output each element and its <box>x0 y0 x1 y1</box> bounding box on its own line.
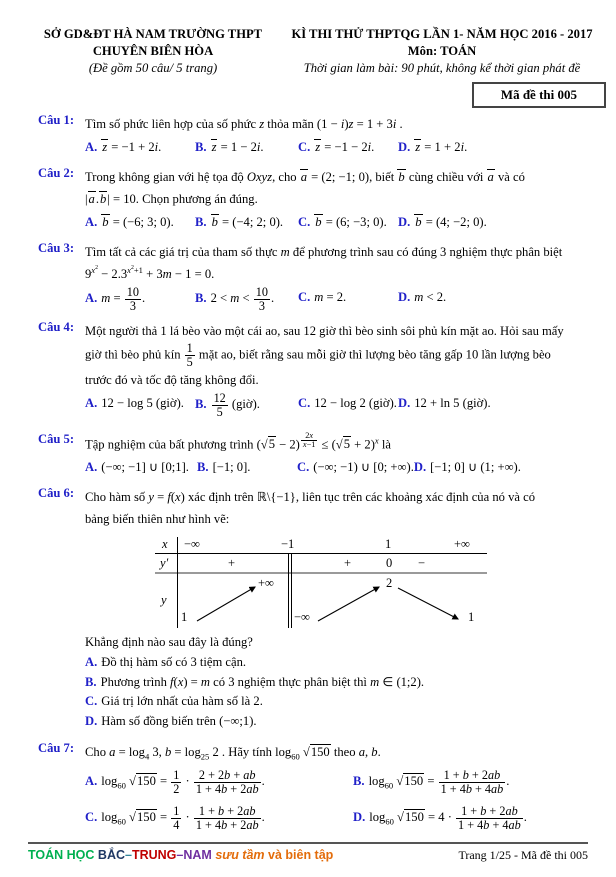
option-d <box>398 286 616 313</box>
arrow-up-icon <box>197 587 255 621</box>
option-a-text: m = $\frac{10}{3}$ . <box>101 285 146 313</box>
option-a-text: $\log_{60} √150$ = $\frac{1}{2}$ · $\frac{2 + 2b + ab}{1 + 4b + 2ab}$ . <box>101 767 265 796</box>
option-b-text: $\frac{12}{5}$ (giờ). <box>213 390 260 419</box>
option-b <box>353 765 616 798</box>
option-b-text: [−1; 0]. <box>212 460 251 475</box>
option-b-letter: B. <box>195 140 207 154</box>
question-7-label: Câu 7: <box>38 741 75 756</box>
y-limit-right: −∞ <box>294 610 310 625</box>
exam-title: KÌ THI THỬ THPTQG LẦN 1- NĂM HỌC 2016 - 2017 <box>291 27 593 41</box>
option-d-text: m < 2. <box>414 290 447 304</box>
option-d <box>414 456 616 479</box>
option-c-text: 12 − log 2 (giờ). <box>314 395 397 410</box>
option-d-letter: D. <box>398 140 411 154</box>
question-1-body <box>85 113 616 159</box>
footer <box>28 848 588 863</box>
option-a-text: (−∞; −1] ∪ [0;1]. <box>101 460 189 475</box>
option-a <box>85 286 195 313</box>
option-b-letter: B. <box>195 215 207 229</box>
option-a <box>85 653 616 673</box>
sign-plus-1: + <box>228 556 236 571</box>
option-b-text: $\log_{60} √150$ = $\frac{1 + b + 2ab}{1 + 4b + 4ab}$ . <box>368 767 510 796</box>
question-6-body <box>85 486 616 731</box>
question-3-label: Câu 3: <box>38 241 75 255</box>
question-4 <box>0 320 616 419</box>
question-5-label: Câu 5: <box>38 431 75 446</box>
option-c-letter: C. <box>85 810 98 825</box>
option-b-text: z = 1 − 2i. <box>211 140 264 154</box>
y-start-value: 1 <box>181 610 188 625</box>
exam-subject: Môn: TOÁN <box>407 44 477 58</box>
sign-plus-2: + <box>344 556 352 571</box>
option-a <box>85 392 195 419</box>
option-c <box>298 286 398 313</box>
question-5-options <box>85 456 616 479</box>
option-d <box>353 801 616 834</box>
x-value-minus1: −1 <box>281 537 295 552</box>
option-a-text: z = −1 + 2i. <box>102 140 162 154</box>
question-4-text-2: giờ thì bèo phủ kín $\frac{1}{5}$ mặt ao, biết rằng sau mỗi giờ thì lượng bèo tăng gấp 10 lần lượng bèo <box>85 340 551 369</box>
brand-dash: – <box>125 848 132 862</box>
department-name: SỞ GD&ĐT HÀ NAM TRƯỜNG THPT <box>43 27 263 41</box>
question-2-options <box>85 211 616 234</box>
exam-code-box: Mã đề thi 005 <box>472 82 606 108</box>
option-a <box>85 211 195 234</box>
option-b <box>195 136 298 159</box>
question-3 <box>0 241 616 313</box>
option-d-text: $\log_{60} √150 = 4$ · $\frac{1 + b + 2ab}{1 + 4b + 4ab}$ . <box>369 803 527 832</box>
option-d-letter: D. <box>413 460 427 475</box>
exam-code-row <box>0 82 616 108</box>
option-c <box>298 392 398 419</box>
question-5-body <box>85 432 616 479</box>
option-d-letter: D. <box>398 290 411 304</box>
footer-divider <box>28 842 588 844</box>
option-c-text: $\log_{60} √150$ = $\frac{1}{4}$ · $\frac{1 + b + 2ab}{1 + 4b + 2ab}$ . <box>101 803 265 832</box>
option-a <box>85 765 353 798</box>
option-d-text: [−1; 0] ∪ (1; +∞). <box>430 460 521 475</box>
option-c <box>297 456 414 479</box>
option-b-letter: B. <box>195 291 207 306</box>
option-b-letter: B. <box>195 397 207 412</box>
question-2-text-2: |a.b| = 10. Chọn phương án đúng. <box>85 192 258 206</box>
question-5-text: Tập nghiệm của bất phương trình (√5 − 2) $^{\frac{2x}{x-1}}$ ≤ $(√5 + 2)^x$ là <box>85 430 391 452</box>
question-4-text-3: trước đó và tốc độ tăng không đổi. <box>85 372 259 387</box>
question-3-body <box>85 241 616 313</box>
y-limit-left: +∞ <box>258 576 274 591</box>
var-x: x <box>162 537 168 552</box>
brand-suu-tam: sưu tầm <box>211 848 265 862</box>
question-7-text: Cho $a = \log_4 3$, $b = \log_{25} 2$ . Hãy tính $\log_{60} √150$ theo a, b. <box>85 745 381 762</box>
option-d-letter: D. <box>398 215 411 229</box>
option-d <box>85 712 616 732</box>
option-d <box>398 136 616 159</box>
option-b <box>195 286 298 313</box>
option-c-text: b = (6; −3; 0). <box>315 215 387 229</box>
question-4-label: Câu 4: <box>38 319 75 334</box>
option-a <box>85 456 197 479</box>
option-a-text: Đồ thị hàm số có 3 tiệm cận. <box>101 655 247 670</box>
question-1-text: Tìm số phức liên hợp của số phức z thỏa mãn (1 − i)z = 1 + 3i . <box>85 117 403 131</box>
question-4-options <box>85 392 616 419</box>
option-a-letter: A. <box>85 774 98 789</box>
option-d-text: z = 1 + 2i. <box>415 140 468 154</box>
variation-arrows <box>155 572 487 628</box>
school-block <box>28 26 278 77</box>
option-a-letter: A. <box>85 395 98 410</box>
option-b-letter: B. <box>85 674 97 689</box>
option-d-text: 12 + ln 5 (giờ). <box>414 395 491 410</box>
option-d <box>398 211 616 234</box>
exam-header <box>0 0 616 77</box>
option-a-text: 12 − log 5 (giờ). <box>101 395 184 410</box>
x-value-1: 1 <box>385 537 392 552</box>
question-5 <box>0 432 616 479</box>
question-2-text-1: Trong không gian với hệ tọa độ Oxyz, cho a = (2; −1; 0), biết b cùng chiều với a và có <box>85 170 525 184</box>
option-b-text: Phương trình f(x) = m có 3 nghiệm thực phân biệt thì m ∈ (1;2). <box>100 674 425 689</box>
option-c <box>85 801 353 834</box>
question-6-text-1: Cho hàm số y = f(x) xác định trên ℝ\{−1}, liên tục trên các khoảng xác định của nó và có <box>85 490 536 505</box>
page-number-info: Trang 1/25 - Mã đề thi 005 <box>458 848 588 862</box>
option-b <box>197 456 297 479</box>
y-end-value: 1 <box>468 610 475 625</box>
sign-zero: 0 <box>386 556 393 571</box>
question-6-stem2: Khẳng định nào sau đây là đúng? <box>85 635 253 650</box>
option-c-text: (−∞; −1) ∪ [0; +∞). <box>313 460 414 475</box>
arrow-down-icon <box>398 588 458 619</box>
arrow-up-icon <box>318 587 379 621</box>
option-b <box>195 392 298 419</box>
option-d-letter: D. <box>85 713 98 728</box>
variation-table <box>155 535 487 628</box>
sign-minus: − <box>418 556 426 571</box>
option-a-letter: A. <box>85 291 98 306</box>
option-b-text: 2 < m < $\frac{10}{3}$ . <box>210 285 275 313</box>
question-4-body <box>85 320 616 419</box>
option-a-letter: A. <box>85 215 98 229</box>
option-d-letter: D. <box>398 395 411 410</box>
question-7 <box>0 741 616 834</box>
option-c-letter: C. <box>298 290 311 304</box>
x-value-pos-inf: +∞ <box>454 537 470 552</box>
table-line-under-x <box>155 553 487 554</box>
question-7-options <box>85 765 616 834</box>
question-7-body <box>85 741 616 834</box>
exam-pages-note: (Đề gồm 50 câu/ 5 trang) <box>88 61 218 75</box>
option-c-text: Giá trị lớn nhất của hàm số là 2. <box>101 694 263 709</box>
option-c-letter: C. <box>298 215 311 229</box>
option-a <box>85 136 195 159</box>
question-3-equation: $9^{x^2} - 2.3^{x^2+1} + 3m - 1 = 0$. <box>85 264 215 281</box>
option-c <box>298 211 398 234</box>
exam-duration: Thời gian làm bài: 90 phút, không kể thời gian phát đề <box>303 61 581 75</box>
option-d <box>398 392 616 419</box>
brand-va-bien-tap: và biên tập <box>264 848 334 862</box>
x-value-neg-inf: −∞ <box>184 537 200 552</box>
question-4-text-1: Một người thả 1 lá bèo vào một cái ao, sau 12 giờ thì bèo sinh sôi phủ kín mặt ao. Hỏi sau mấy <box>85 323 564 338</box>
option-b-text: b = (−4; 2; 0). <box>211 215 284 229</box>
question-3-options <box>85 286 616 313</box>
option-d-text: b = (4; −2; 0). <box>415 215 487 229</box>
option-d-letter: D. <box>353 810 366 825</box>
option-c-text: m = 2. <box>314 290 347 304</box>
option-b <box>85 673 616 693</box>
option-a-letter: A. <box>85 655 98 670</box>
brand-bac: BẮC <box>97 848 126 862</box>
var-yprime: y′ <box>160 556 169 571</box>
question-1-options <box>85 136 616 159</box>
option-b <box>195 211 298 234</box>
question-6-label: Câu 6: <box>38 486 75 501</box>
brand-nam: –NAM <box>176 848 212 862</box>
y-max-value: 2 <box>386 576 393 591</box>
brand-toan-hoc: TOÁN HỌC <box>28 848 98 862</box>
question-1-label: Câu 1: <box>38 113 75 127</box>
question-6-options <box>85 653 616 731</box>
brand-trung: TRUNG <box>131 848 177 862</box>
question-3-text-1: Tìm tất cả các giá trị của tham số thực m để phương trình sau có đúng 3 nghiệm thực phân biệt <box>85 245 563 259</box>
option-c-letter: C. <box>297 460 310 475</box>
option-b-letter: B. <box>353 774 365 789</box>
option-c-letter: C. <box>298 395 311 410</box>
var-y: y <box>161 593 167 608</box>
option-b-letter: B. <box>197 460 209 475</box>
question-2-label: Câu 2: <box>38 166 75 180</box>
option-a-letter: A. <box>85 140 98 154</box>
option-c <box>298 136 398 159</box>
school-name: CHUYÊN BIÊN HÒA <box>92 44 214 58</box>
option-a-letter: A. <box>85 460 98 475</box>
footer-brand <box>28 848 333 862</box>
option-c <box>85 692 616 712</box>
option-c-text: z = −1 − 2i. <box>315 140 375 154</box>
question-1 <box>0 113 616 159</box>
option-a-text: b = (−6; 3; 0). <box>102 215 174 229</box>
exam-title-block <box>278 26 606 77</box>
question-2 <box>0 166 616 234</box>
option-d-text: Hàm số đồng biến trên (−∞;1). <box>101 713 257 728</box>
question-2-body <box>85 166 616 234</box>
option-c-letter: C. <box>85 694 98 709</box>
question-6 <box>0 486 616 731</box>
question-6-text-2: bảng biến thiên như hình vẽ: <box>85 512 230 527</box>
option-c-letter: C. <box>298 140 311 154</box>
